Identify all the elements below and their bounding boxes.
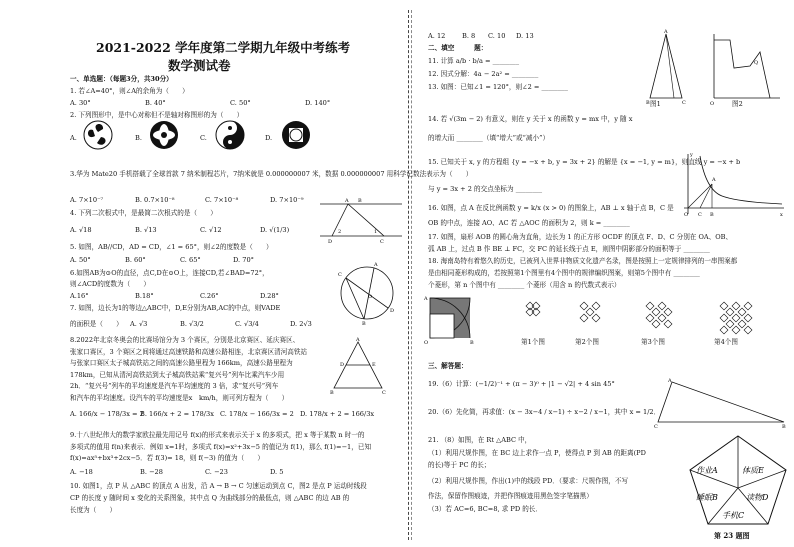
q5-option-b: B. 60° (125, 256, 146, 264)
pattern-label-4: 第4个图 (714, 338, 738, 346)
q10-line-1: 10. 如图1，点 P 从 △ABC 的顶点 A 出发，沿 A → B → C 匀速运动到点 C，图2 是点 P 运动时线段 (70, 482, 367, 490)
fig1-label: 图1 (650, 100, 661, 108)
q9-option-b: B. −28 (140, 468, 163, 476)
q18-rhombus-patterns (526, 302, 752, 334)
rhombus-12 (652, 308, 660, 316)
svg-text:A: A (424, 296, 428, 302)
q10-option-c: C. 10 (488, 32, 506, 40)
rhombus-5 (580, 302, 588, 310)
q8-line-2: 张家口赛区，3 个赛区之间将通过高速铁路和高速公路相连，北京赛区清河高铁站 (70, 347, 308, 356)
rhombus-14 (646, 314, 654, 322)
q2-option-c: C. (200, 134, 207, 142)
svg-text:C: C (654, 424, 658, 430)
q10-option-a: A. 12 (428, 32, 446, 40)
fig2-label: 图2 (732, 100, 743, 108)
q17-line2: 弧 AB 上，过点 B 作 BE ⊥ FC，交 FC 的延长线于点 E，则图中阴影部分的面积等于 ________ (428, 245, 710, 253)
q5-stem: 5. 如图，AB//CD，AD = CD，∠1 = 65°，则∠2的度数是（ ） (70, 243, 273, 251)
q9-line-1: 9.十八世纪伟大的数学家欧拉最先用记号 f(x)的形式来表示关于 x 的多项式，把 x 等于某数 n 时一的 (70, 431, 365, 439)
q10-figure-2 (710, 34, 780, 107)
svg-text:A: A (345, 198, 349, 204)
q6-option-d: D.28° (260, 292, 279, 300)
pentagon-label-a: 作业A (696, 466, 718, 475)
svg-text:B: B (358, 198, 362, 204)
column-divider-inner (411, 10, 412, 540)
rhombus-1 (526, 302, 534, 310)
pentagon-label-c: 手机C (722, 511, 745, 520)
rhombus-7 (586, 308, 594, 316)
q6-option-c: C.26° (200, 292, 219, 300)
q4-option-a: A. √18 (70, 226, 92, 234)
pattern-label-2: 第2个图 (575, 338, 599, 346)
svg-text:A: A (356, 337, 360, 343)
rhombus-10 (646, 302, 654, 310)
rhombus-16 (652, 320, 660, 328)
q9-option-c: C. −23 (205, 468, 228, 476)
svg-text:A: A (664, 29, 668, 35)
q1-option-d: D. 140° (305, 99, 331, 107)
q3-stem: 3.华为 Mate20 手机搭载了全球首款 7 纳米制程芯片，7纳米就是 0.000000007 米，数据 0.000000007 用科学记数法表示为（ ） (70, 170, 473, 178)
q6-circle-figure (334, 260, 400, 326)
rhombus-17 (664, 320, 672, 328)
q4-option-b: B. √13 (135, 226, 157, 234)
rhombus-11 (658, 302, 666, 310)
q6-option-b: B.18° (135, 292, 154, 300)
pattern-label-1: 第1个图 (521, 338, 545, 346)
q21-part1: （1）利用尺规作图，在 BC 边上求作一点 P，使得点 P 到 AB 的距离(PD (428, 449, 646, 457)
q17-q18-figures (424, 292, 794, 350)
q7-triangle-figure (328, 336, 388, 396)
q21-triangle-figure (654, 378, 790, 428)
q16-line2: OB 的中点，连接 AO、AC 若 △AOC 的面积为 2，则 k = ________ (428, 219, 630, 227)
q3-option-a: A. 7×10⁻⁷ (70, 196, 104, 204)
q2-stem: 2. 下列图形中，是中心对称但不是轴对称图形的为（ ） (70, 111, 244, 119)
q17: 17. 如图，扇形 AOB 的圆心角为直角，边长为 1 的正方形 OCDF 的顶点 F、D、C 分别在 OA、OB、 (428, 233, 733, 241)
q2-option-a: A. (70, 134, 77, 142)
rhombus-25 (744, 314, 752, 322)
right-column (414, 0, 794, 547)
rhombus-13 (664, 308, 672, 316)
q12: 12. 因式分解：4a − 2a² = ________ (428, 70, 539, 78)
q18-line3: 个菱形，第 n 个图中有 ________ 个菱形（用含 n 的代数式表示） (428, 281, 621, 289)
svg-text:A: A (374, 262, 378, 268)
q14: 14. 若 √(3m − 2) 有意义，则在 y 关于 x 的函数 y = mx 中，y 随 x (428, 115, 633, 123)
q4-option-d: D. √(1/3) (260, 226, 290, 234)
rhombus-4 (532, 308, 540, 316)
q15-line2: 与 y = 3x + 2 的交点坐标为 ________ (428, 185, 543, 193)
svg-text:B: B (362, 321, 366, 327)
svg-text:B: B (782, 424, 786, 430)
q18-line2: 是由相同菱形构成的，若按照第1个图里有4个图中的规律编织图案，则第5个图中有 ________ (428, 269, 700, 277)
svg-text:B: B (646, 100, 650, 106)
q11: 11. 计算 a/b · b/a = ________ (428, 57, 519, 65)
svg-text:D: D (328, 239, 333, 245)
rhombus-3 (526, 308, 534, 316)
q10-figure-1 (646, 29, 686, 106)
q7-stem-line2: 的面积是（ ） (70, 320, 123, 328)
q6-stem: 6.如图AB为⊙O的直径，点C,D在⊙O上，连接CD,若∠BAD=72°， (70, 269, 269, 277)
q14-line2: 的增大而 ________（填“增大”或“减小”） (428, 134, 550, 142)
pattern-label-3: 第3个图 (641, 338, 665, 346)
svg-text:B: B (330, 390, 334, 396)
rhombus-8 (580, 314, 588, 322)
q5-figure (318, 196, 406, 246)
q8-line-5: 2h．“复兴号”列车的平均速度是汽车平均速度的 3 倍，求“复兴号”列车 (70, 382, 279, 390)
q2-option-d: D. (265, 134, 273, 142)
q5-option-c: C. 65° (180, 256, 201, 264)
svg-text:B: B (710, 212, 714, 218)
four-petal-figure (150, 121, 178, 149)
q9-line-3: f(x)=ax⁵+bx³+2cx−5．若 f(3)= 18，则 f(−3) 的值为（ ） (70, 454, 264, 462)
section1-heading: 一、单选题：（每题3分，共30分） (70, 75, 173, 83)
q3-option-d: D. 7×10⁻⁹ (270, 196, 304, 204)
q10-line-2: CP 的长度 y 随时间 x 变化的关系图象，其中点 Q 为曲线部分的最低点，则 △ABC 的边 AB 的 (70, 494, 350, 502)
pentagon-label-d: 读物D (746, 493, 769, 502)
q1-option-c: C. 50° (230, 99, 251, 107)
rhombus-22 (738, 308, 746, 316)
q10-line-3: 长度为（ ） (70, 506, 117, 514)
q8-option-c: C. 178/x − 166/3x = 2 (220, 410, 294, 418)
svg-text:C: C (698, 212, 702, 218)
rhombus-29 (732, 326, 740, 334)
q5-option-d: D. 70° (233, 256, 254, 264)
rhombus-2 (532, 302, 540, 310)
q16: 16. 如图，点 A 在反比例函数 y = k/x (x > 0) 的图象上，AB ⊥ x 轴于点 B，C 是 (428, 204, 674, 212)
q15: 15. 已知关于 x, y 的方程组 {y = −x + b, y = 3x + 2} 的解是 {x = −1, y = m}，则直线 y = −x + b (428, 158, 741, 166)
svg-text:D: D (390, 308, 395, 314)
rhombus-19 (732, 302, 740, 310)
q3-option-c: C. 7×10⁻⁸ (205, 196, 239, 204)
yin-yang-figure (216, 121, 244, 149)
q17-sector-figure (423, 296, 474, 346)
square-in-circle-figure (282, 121, 310, 149)
q19: 19.（6）计算：(−1/2)⁻¹ + (π − 3)⁰ + |1 − √2| + 4 sin 45° (428, 380, 615, 388)
rhombus-21 (726, 308, 734, 316)
q6-option-a: A.16° (70, 292, 89, 300)
q5-option-a: A. 50° (70, 256, 91, 264)
pentagon-label-b: 睡眠B (696, 493, 718, 502)
q6-stem-line2: 则∠ACD的度数为（ ） (70, 280, 150, 288)
triskelion-figure (84, 121, 112, 149)
q16-hyperbola-figure (676, 150, 788, 220)
q8-line-3: 与张家口赛区太子城高铁站之间的高速公路里程为 166km，高速公路里程为 (70, 359, 293, 367)
svg-text:O: O (710, 101, 715, 107)
q21-part3: （3）若 AC=6, BC=8, 求 PD 的长． (428, 505, 543, 513)
pentagon-label-e: 体质E (742, 466, 764, 475)
q21: 21. （8）如图，在 Rt △ABC 中， (428, 436, 532, 444)
q9-option-a: A. −18 (70, 468, 93, 476)
q10-option-b: B. 8 (462, 32, 476, 40)
svg-text:Q: Q (754, 60, 759, 66)
q1-option-b: B. 40° (145, 99, 166, 107)
q4-stem: 4. 下列二次根式中，是最简二次根式的是（ ） (70, 209, 217, 217)
svg-text:O: O (424, 340, 429, 346)
exam-title: 2021-2022 学年度第二学期九年级中考练考 (96, 40, 351, 55)
rhombus-27 (738, 320, 746, 328)
svg-text:D: D (340, 362, 345, 368)
q1-stem: 1. 若∠A=40°，则∠A的余角为（ ） (70, 87, 189, 95)
svg-text:1: 1 (374, 229, 378, 235)
q18: 18. 海南岛特有着悠久的历史，已被列入世界非物质文化遗产名录，图是按照上一定规律排列的一串图案都 (428, 257, 738, 265)
section2-heading: 二、填空 题： (428, 44, 488, 52)
q21-part1-line2: 的长)等于 PC 的长； (428, 461, 491, 469)
column-divider (408, 10, 409, 540)
q7-option-d: D. 2√3 (290, 320, 312, 328)
q10-option-d: D. 13 (516, 32, 534, 40)
q8-option-b: B. 166/x + 2 = 178/3x (140, 410, 214, 418)
rhombus-9 (592, 314, 600, 322)
svg-text:B: B (470, 340, 474, 346)
svg-text:2: 2 (338, 229, 342, 235)
q9-option-d: D. 5 (270, 468, 284, 476)
rhombus-24 (732, 314, 740, 322)
q7-option-a: A. √3 (130, 320, 148, 328)
svg-text:O: O (684, 212, 689, 218)
q10-figures (644, 30, 789, 110)
q7-option-c: C. √3/4 (235, 320, 259, 328)
q21-part2-line2: 作法，保留作图痕迹，并把作图痕迹用黑色签字笔描黑） (428, 492, 593, 500)
q3-option-b: B. 0.7×10⁻⁸ (135, 196, 175, 204)
rhombus-15 (658, 314, 666, 322)
q8-line-4: 178km，已知从清河高铁站到太子城高铁站乘“复兴号”列车比乘汽车少用 (70, 370, 285, 379)
q9-line-2: 多项式的值用 f(n)来表示．例如 x=1时，多项式 f(x)=x²+3x−5 的值记为 f(1)，那么 f(1)=−1，已知 (70, 442, 372, 451)
q1-option-a: A. 30° (70, 99, 91, 107)
q7-stem: 7. 如图，边长为1的等边△ABC中，D,E分别为AB,AC的中点，则VADE (70, 304, 281, 312)
rhombus-6 (592, 302, 600, 310)
rhombus-30 (744, 326, 752, 334)
svg-text:O: O (368, 294, 373, 300)
svg-text:x: x (780, 212, 783, 218)
rhombus-23 (720, 314, 728, 322)
q2-figures (80, 119, 380, 155)
rhombus-18 (720, 302, 728, 310)
exam-subtitle: 数学测试卷 (168, 58, 231, 73)
rhombus-26 (726, 320, 734, 328)
q20: 20.（6）先化简，再求值：(x − 3x−4 / x−1) ÷ x−2 / x−1，其中 x = 1/2． (428, 408, 661, 416)
q8-option-d: D. 178/x + 2 = 166/3x (300, 410, 375, 418)
q21-part2: （2）利用尺规作图，作出(1)中的线段 PD．（要求：尺规作图，不写 (428, 477, 629, 485)
svg-text:E: E (372, 362, 376, 368)
q8-line-1: 8.2022年北京冬奥会的比赛场馆分为 3 个赛区，分别是北京赛区、延庆赛区、 (70, 336, 300, 344)
svg-text:C: C (382, 390, 386, 396)
q8-option-a: A. 166/x − 178/3x = 2 (70, 410, 144, 418)
rhombus-28 (720, 326, 728, 334)
section3-heading: 三、解答题： (428, 362, 468, 370)
q7-option-b: B. √3/2 (180, 320, 204, 328)
q8-line-6: 和汽车的平均速度。设汽车的平均速度是x km/h，则可列方程为（ ） (70, 393, 289, 402)
svg-text:C: C (682, 100, 686, 106)
svg-text:C: C (338, 272, 342, 278)
svg-text:A: A (668, 378, 672, 384)
svg-text:C: C (380, 239, 384, 245)
q23-pentagon-figure (686, 432, 790, 528)
svg-text:y: y (690, 152, 693, 158)
fig23-caption: 第 23 题图 (714, 531, 750, 540)
svg-text:A: A (712, 177, 716, 183)
q13: 13. 如图：已知∠1 = 120°，则∠2 = ________ (428, 83, 568, 91)
q4-option-c: C. √12 (200, 226, 222, 234)
q2-option-b: B. (135, 134, 142, 142)
rhombus-20 (744, 302, 752, 310)
